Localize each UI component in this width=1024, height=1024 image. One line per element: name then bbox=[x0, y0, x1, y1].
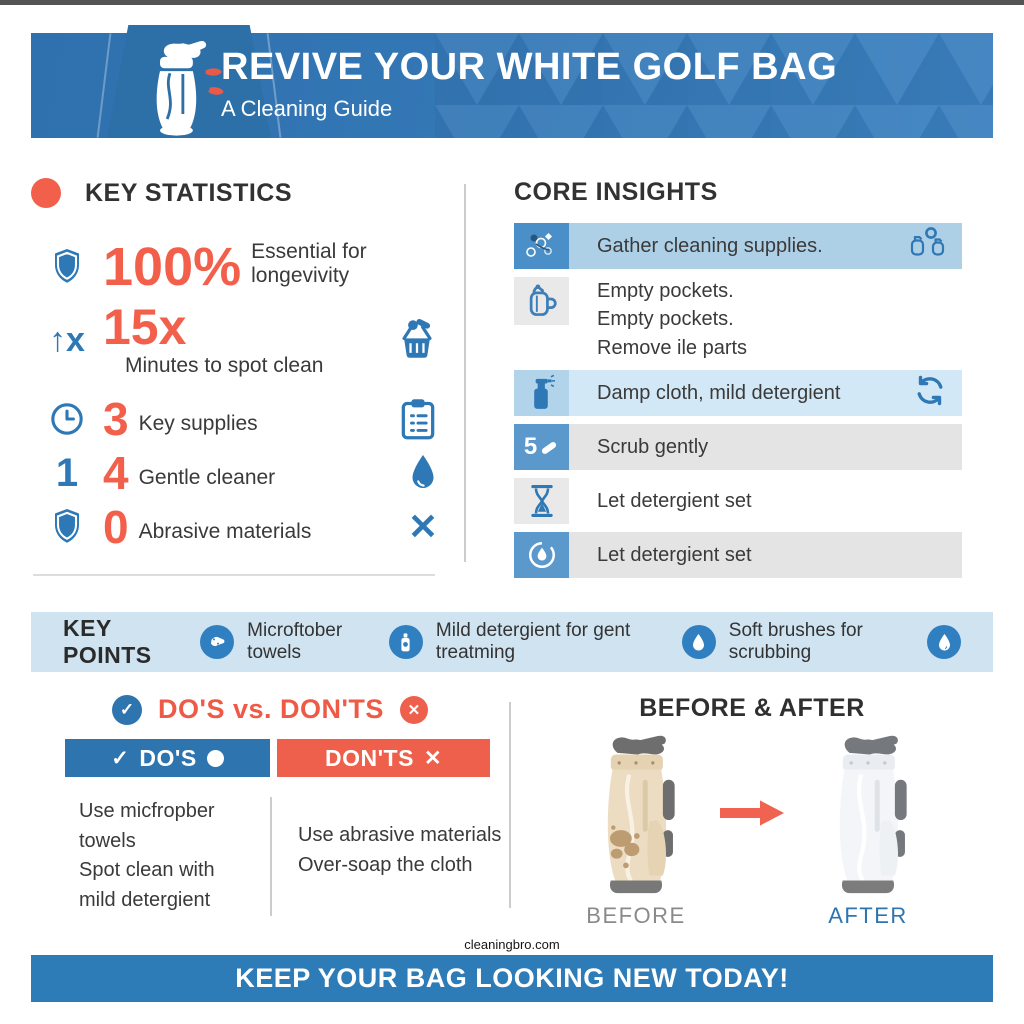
check-icon: ✓ bbox=[111, 746, 130, 770]
before-item bbox=[580, 731, 692, 929]
towel-icon bbox=[200, 625, 234, 659]
droplet-icon bbox=[682, 625, 716, 659]
top-strip bbox=[0, 0, 1024, 5]
basket-icon bbox=[396, 317, 438, 363]
core-insights-heading: CORE INSIGHTS bbox=[514, 178, 718, 206]
insight-line: Remove ile parts bbox=[597, 336, 748, 359]
donts-line: Over-soap the cloth bbox=[298, 853, 473, 876]
stat-row-abrasive bbox=[31, 501, 464, 553]
dos-donts-title-row bbox=[31, 694, 509, 725]
stat-label: Essential for longevivity bbox=[251, 240, 367, 287]
bottle-icon bbox=[389, 625, 423, 659]
hourglass-icon bbox=[514, 478, 569, 524]
insight-row-gather bbox=[514, 223, 962, 269]
clean-golf-bag-illustration bbox=[812, 731, 924, 899]
insight-text: Let detergient set bbox=[597, 489, 752, 512]
site-url: cleaningbro.com bbox=[464, 937, 560, 953]
footer-banner bbox=[31, 955, 993, 1002]
shield-icon bbox=[31, 246, 103, 288]
key-points-heading: KEY POINTS bbox=[63, 615, 152, 669]
footer-cta: KEEP YOUR BAG LOOKING NEW TODAY! bbox=[235, 963, 789, 994]
bag-icon bbox=[514, 277, 569, 325]
key-point-label: Soft brushes for scrubbing bbox=[728, 620, 863, 664]
insight-text: Gather cleaning supplies. bbox=[597, 234, 823, 257]
key-point-label: Mild detergient for gent treatming bbox=[435, 620, 631, 664]
stat-value: 0 bbox=[103, 501, 129, 553]
red-dot-icon bbox=[31, 178, 61, 208]
stat-label: Key supplies bbox=[138, 412, 258, 435]
stat-row-minutes bbox=[31, 299, 464, 378]
stat-label: Gentle cleaner bbox=[138, 466, 276, 489]
stat-value: 4 bbox=[103, 447, 129, 499]
dot-icon bbox=[207, 750, 224, 767]
donts-line: Use abrasive materials bbox=[298, 824, 502, 847]
check-circle-icon: ✓ bbox=[112, 695, 142, 725]
dos-line: Spot clean with bbox=[79, 859, 215, 882]
header-banner bbox=[31, 33, 993, 138]
donts-header bbox=[277, 739, 490, 777]
shield-icon bbox=[31, 506, 103, 548]
before-after-heading: BEFORE & AFTER bbox=[639, 694, 865, 723]
insight-text: Scrub gently bbox=[597, 435, 709, 458]
insight-text: Damp cloth, mild detergient bbox=[597, 381, 841, 404]
spray-bottle-icon bbox=[514, 370, 569, 416]
insight-text-multiline bbox=[569, 277, 747, 362]
dos-header bbox=[65, 739, 270, 777]
stat-value: 3 bbox=[103, 393, 129, 445]
stat-label: Abrasive materials bbox=[138, 520, 312, 543]
stat-value: 15x bbox=[103, 299, 187, 355]
clipboard-icon bbox=[398, 397, 438, 441]
page-title: REVIVE YOUR WHITE GOLF BAG bbox=[221, 46, 838, 88]
after-item bbox=[812, 731, 924, 929]
donts-list bbox=[272, 797, 501, 915]
before-after-section bbox=[511, 694, 993, 929]
main-content bbox=[31, 138, 993, 586]
key-points-band bbox=[31, 612, 993, 672]
scrub-icon bbox=[514, 424, 569, 470]
key-point-label: Microftober towels bbox=[247, 620, 343, 664]
insight-row-set2 bbox=[514, 532, 962, 578]
arrow-right-icon bbox=[716, 797, 788, 829]
one-glyph-icon: 1 bbox=[55, 450, 79, 495]
donts-header-label: DON'TS bbox=[324, 744, 414, 771]
stats-divider bbox=[33, 574, 435, 576]
insight-row-damp-cloth bbox=[514, 370, 962, 416]
page-subtitle: A Cleaning Guide bbox=[221, 95, 393, 121]
tab-edge-line bbox=[97, 33, 112, 137]
dos-donts-section bbox=[31, 694, 509, 929]
before-after-row bbox=[580, 731, 924, 929]
core-insights-list bbox=[514, 223, 993, 578]
insight-line: Empty pockets. bbox=[597, 280, 734, 302]
dos-header-label: DO'S bbox=[139, 744, 197, 771]
key-statistics-heading: KEY STATISTICS bbox=[85, 178, 293, 207]
droplet-icon bbox=[927, 625, 961, 659]
before-label: BEFORE bbox=[586, 903, 686, 929]
stat-value-block bbox=[103, 299, 324, 378]
refresh-icon bbox=[912, 374, 948, 413]
insight-row-scrub bbox=[514, 424, 962, 470]
stat-label: Minutes to spot clean bbox=[125, 354, 324, 377]
header-text-block bbox=[221, 47, 837, 122]
stat-value: 100% bbox=[103, 237, 242, 297]
dirty-golf-bag-illustration bbox=[580, 731, 692, 899]
bottom-section bbox=[31, 672, 993, 929]
stat-row-longevity bbox=[31, 237, 464, 297]
x-icon: ✕ bbox=[423, 746, 443, 770]
dos-donts-columns bbox=[31, 797, 509, 915]
cross-circle-icon: ✕ bbox=[400, 696, 428, 724]
stat-row-supplies bbox=[31, 393, 464, 445]
key-statistics-section bbox=[31, 178, 464, 586]
x-icon: ✕ bbox=[407, 506, 438, 547]
dos-donts-headers bbox=[65, 739, 509, 777]
after-label: AFTER bbox=[828, 903, 908, 929]
dos-line: mild detergient bbox=[79, 888, 211, 911]
bubbles-icon bbox=[514, 223, 569, 269]
key-statistics-header bbox=[31, 178, 464, 208]
dos-line: Use micfropber towels bbox=[79, 800, 215, 852]
spray-pair-icon bbox=[906, 226, 948, 267]
insight-row-pockets bbox=[514, 277, 962, 362]
stat-row-cleaner bbox=[31, 447, 464, 499]
dos-list bbox=[31, 797, 270, 915]
clock-icon bbox=[31, 402, 103, 436]
core-insights-section bbox=[466, 178, 993, 586]
dos-donts-title: DO'S vs. DON'TS bbox=[158, 694, 384, 725]
insight-line: Empty pockets. bbox=[597, 308, 734, 331]
arrow-up-x-icon: ↑x bbox=[49, 320, 85, 359]
droplet-icon bbox=[408, 453, 438, 493]
insight-text: Let detergient set bbox=[597, 543, 752, 566]
droplet-circle-icon bbox=[514, 532, 569, 578]
insight-row-set1 bbox=[514, 478, 962, 524]
five-glyph: 5 bbox=[523, 433, 538, 461]
